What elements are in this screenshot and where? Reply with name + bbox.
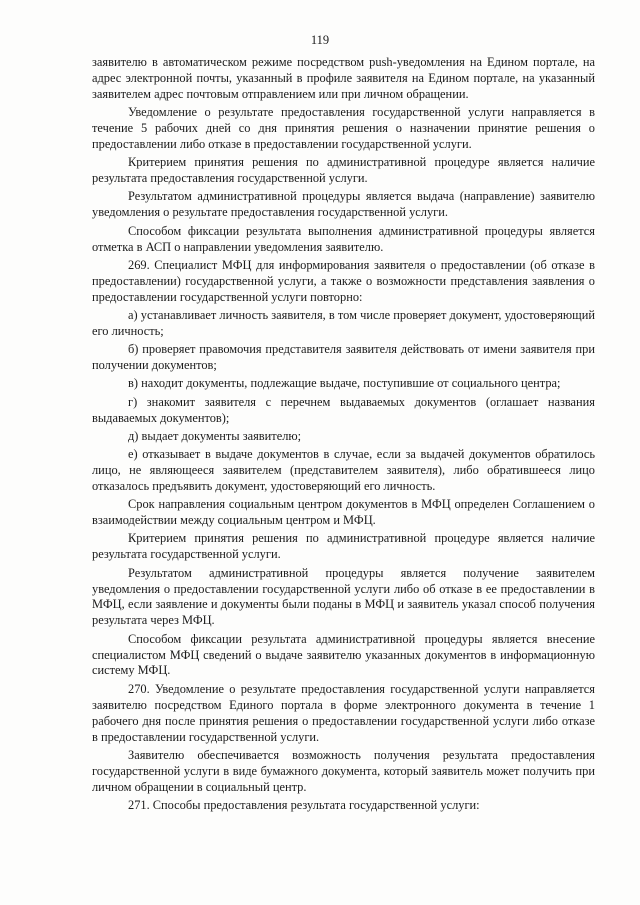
paragraph-271: 271. Способы предоставления результата государственной услуги:	[128, 797, 480, 812]
paragraph: Срок направления социальным центром документов в МФЦ определен Соглашением о взаимодействии между социальным центром и МФЦ.	[92, 497, 595, 528]
paragraph: Способом фиксации результата выполнения административной процедуры является отметка в АСП о направлении уведомления заявителю.	[92, 223, 595, 254]
paragraph: Результатом административной процедуры является получение заявителем уведомления о предоставлении государственной услуги либо об отказе в ее предоставлении в МФЦ, если заявление и документы были поданы в МФЦ и заявитель указал способ получения результата через МФЦ.	[92, 565, 595, 628]
paragraph: Критерием принятия решения по административной процедуре является наличие результата государственной услуги.	[92, 531, 595, 562]
document-body	[92, 55, 595, 816]
list-item-d: д) выдает документы заявителю;	[128, 428, 302, 443]
paragraph: Способом фиксации результата административной процедуры является внесение специалистом МФЦ сведений о выдаче заявителю указанных документов в информационную систему МФЦ.	[92, 631, 595, 678]
list-item-e: е) отказывает в выдаче документов в случае, если за выдачей документов обратилось лицо, не являющееся заявителем (представителем заявителя), либо обратившееся лицо отказалось предъявить документ, удостоверяющий его личность.	[92, 447, 595, 493]
list-item-a: а) устанавливает личность заявителя, в том числе проверяет документ, удостоверяющий его личность;	[92, 307, 595, 338]
paragraph: заявителю в автоматическом режиме посредством push-уведомления на Едином портале, на адрес электронной почты, указанный в профиле заявителя на Едином портале, на указанный заявителем адрес почтовым отправлением или при личном обращении.	[92, 55, 595, 101]
page-number: 119	[310, 33, 330, 47]
list-item-g: г) знакомит заявителя с перечнем выдаваемых документов (оглашает названия выдаваемых документов);	[92, 394, 595, 425]
paragraph-270: 270. Уведомление о результате предоставления государственной услуги направляется заявителю посредством Единого портала в форме электронного документа в течение 1 рабочего дня после принятия решения о предоставлении государственной услуги либо отказе в предоставлении государственной услуги.	[92, 681, 595, 744]
paragraph: Результатом административной процедуры является выдача (направление) заявителю уведомления о результате предоставления государственной услуги.	[92, 189, 595, 220]
list-item-b: б) проверяет правомочия представителя заявителя действовать от имени заявителя при получении документов;	[92, 342, 595, 373]
paragraph: Уведомление о результате предоставления государственной услуги направляется в течение 5 рабочих дней со дня принятия решения о назначении принятие решения о предоставлении либо отказе в предоставлении государственной услуги.	[92, 105, 595, 151]
paragraph-269: 269. Специалист МФЦ для информирования заявителя о предоставлении (об отказе в предоставлении) государственной услуги, а также о возможности представления заявления о предоставлении государственной услуги повторно:	[92, 257, 595, 304]
paragraph: Заявителю обеспечивается возможность получения результата предоставления государственной услуги в виде бумажного документа, который заявитель может получить при личном обращении в социальный центр.	[92, 747, 595, 794]
list-item-v: в) находит документы, подлежащие выдаче, поступившие от социального центра;	[128, 376, 561, 391]
paragraph: Критерием принятия решения по административной процедуре является наличие результата предоставления государственной услуги.	[92, 155, 595, 186]
